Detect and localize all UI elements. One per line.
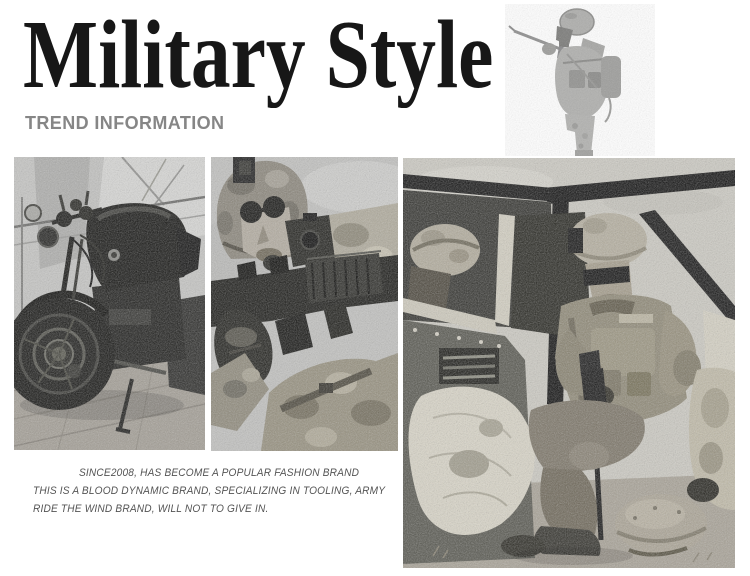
soldiers-vehicle-photo [403,158,735,568]
statement-line: RIDE THE WIND BRAND, WILL NOT TO GIVE IN. [33,503,269,515]
statement-line: SINCE2008, HAS BECOME A POPULAR FASHION BRAND [79,467,360,479]
statement-line: THIS IS A BLOOD DYNAMIC BRAND, SPECIALIZING IN TOOLING, ARMY [33,485,386,497]
section-subtitle: TREND INFORMATION [25,113,225,133]
motorcycle-photo [14,157,205,450]
soldier-sketch-illustration [505,4,655,156]
page-title: Military Style [23,1,494,108]
soldier-rifle-photo [211,157,398,451]
soldier-aiming-icon [505,4,655,156]
brand-statement [33,464,419,518]
photo-rifleman [211,157,398,451]
photo-soldiers-vehicle [403,158,735,568]
photo-motorcycle [14,157,205,450]
